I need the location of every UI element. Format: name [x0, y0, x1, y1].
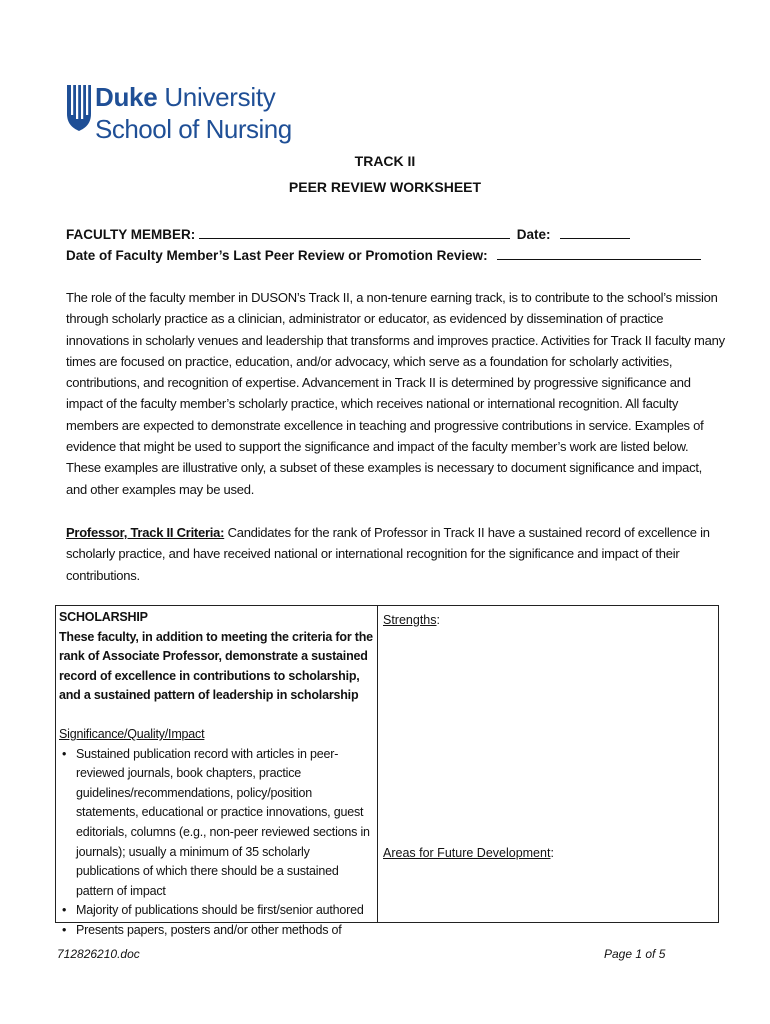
significance-heading: Significance/Quality/Impact — [59, 726, 205, 741]
footer-page-number: Page 1 of 5 — [604, 947, 666, 961]
list-item: • Presents papers, posters and/or other methods of — [59, 921, 374, 941]
table-column-divider — [377, 606, 378, 922]
doc-title-worksheet: PEER REVIEW WORKSHEET — [288, 179, 482, 195]
duke-shield-icon — [66, 84, 92, 132]
criteria-heading: Professor, Track II Criteria: — [66, 525, 225, 540]
strengths-label: Strengths — [383, 613, 437, 627]
date-blank[interactable] — [560, 224, 630, 239]
strengths-field[interactable] — [383, 611, 440, 629]
duke-nursing-logo — [66, 82, 292, 154]
scholarship-criteria-cell — [59, 608, 374, 941]
scholarship-table — [55, 605, 719, 937]
logo-university-word: University — [164, 82, 276, 112]
future-development-label: Areas for Future Development — [383, 846, 551, 860]
logo-university-name — [95, 82, 275, 112]
intro-paragraph: The role of the faculty member in DUSON’s Track II, a non-tenure earning track, is to contribute to the school’s mission through scholarly practice as a clinician, administrator or educator, as evidenced by dissemination of practice innovations in scholarly venues and leadership that transforms and improves practice. Activities for Track II faculty many times are focused on practice, education, and/or advocacy, which serve as a foundation for scholarly activities, contributions, and recognition of expertise. Advancement in Track II is determined by progressive significance and impact of the faculty member’s scholarly practice, which receives national or international recognition. All faculty members are expected to demonstrate excellence in teaching and progressive contributions in service. Examples of evidence that might be used to support the significance and impact of the faculty member’s work are listed below. These examples are illustrative only, a subset of these examples is necessary to document significance and impact, and other examples may be used. — [66, 290, 725, 497]
faculty-member-label: FACULTY MEMBER: — [66, 227, 196, 242]
strengths-colon: : — [436, 613, 440, 627]
faculty-member-row — [66, 224, 630, 245]
footer-doc-name: 712826210.doc — [57, 947, 140, 961]
list-item: • Majority of publications should be first/senior authored — [59, 901, 374, 921]
date-label: Date: — [516, 227, 551, 242]
doc-title-track: TRACK II — [354, 153, 416, 169]
last-review-row — [66, 245, 701, 266]
last-review-label: Date of Faculty Member’s Last Peer Review or Promotion Review: — [66, 248, 488, 263]
section-description: These faculty, in addition to meeting the criteria for the rank of Associate Professor, demonstrate a sustained record of excellence in contributions to scholarship, and a sustained pattern of leadership in scholarship — [59, 629, 373, 703]
section-title: SCHOLARSHIP — [59, 610, 148, 624]
list-item: • Sustained publication record with articles in peer-reviewed journals, book chapters, practice guidelines/recommendations, policy/position statements, educational or practice innovations, guest editorials, columns (e.g., non-peer reviewed sections in journals); usually a minimum of 35 scholarly publications of which there should be a sustained pattern of impact — [59, 745, 374, 902]
logo-school-name: School of Nursing — [95, 114, 292, 144]
last-review-blank[interactable] — [497, 245, 701, 260]
faculty-member-blank[interactable] — [199, 224, 510, 239]
logo-duke-word: Duke — [95, 82, 158, 112]
criteria-text: Candidates for the rank of Professor in Track II have a sustained record of excellence in scholarly practice, and have received national or international recognition for the significance and impact of their contributions. — [66, 525, 710, 583]
future-development-field[interactable] — [383, 844, 554, 862]
criteria-list — [59, 745, 374, 941]
criteria-paragraph — [66, 522, 726, 586]
future-development-colon: : — [550, 846, 554, 860]
